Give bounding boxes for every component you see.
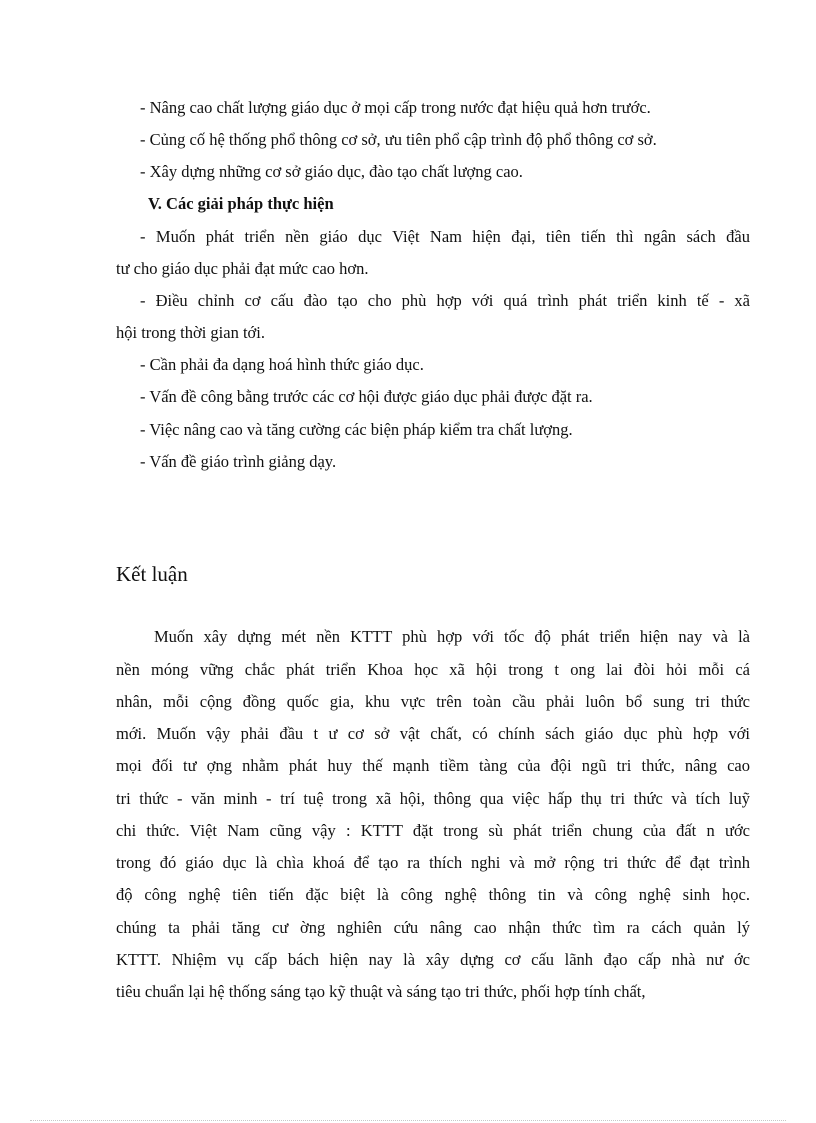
solution-item-line: - Vấn đề giáo trình giảng dạy. — [140, 452, 337, 471]
conclusion-line: trong đó giáo dục là chìa khoá để tạo ra thích nghi và mở rộng tri thức để đạt trình — [116, 853, 750, 872]
conclusion-line: Muốn xây dựng mét nền KTTT phù hợp với tốc độ phát triển hiện nay và là — [154, 627, 750, 646]
goal-item: - Xây dựng những cơ sở giáo dục, đào tạo chất lượng cao. — [140, 162, 523, 181]
page-bottom-rule — [30, 1120, 786, 1121]
solution-item-line: - Điều chỉnh cơ cấu đào tạo cho phù hợp với quá trình phát triển kinh tế - xã — [140, 291, 750, 310]
conclusion-title: Kết luận — [116, 562, 188, 586]
conclusion-line: nền móng vững chắc phát triển Khoa học xã hội trong t ong lai đòi hỏi mỗi cá — [116, 660, 750, 679]
conclusion-line: tri thức - văn minh - trí tuệ trong xã hội, thông qua việc hấp thụ tri thức và tích luỹ — [116, 789, 750, 808]
section-heading: V. Các giải pháp thực hiện — [148, 194, 334, 213]
solution-item-continuation: tư cho giáo dục phải đạt mức cao hơn. — [116, 259, 369, 278]
solution-item-line: - Vấn đề công bằng trước các cơ hội được giáo dục phải được đặt ra. — [140, 387, 593, 406]
conclusion-line: tiêu chuẩn lại hệ thống sáng tạo kỹ thuật và sáng tạo tri thức, phối hợp tính chất, — [116, 982, 646, 1001]
conclusion-line: nhân, mỗi cộng đồng quốc gia, khu vực trên toàn cầu phải luôn bổ sung tri thức — [116, 692, 750, 711]
conclusion-line: KTTT. Nhiệm vụ cấp bách hiện nay là xây dựng cơ cấu lãnh đạo cấp nhà nư ớc — [116, 950, 750, 969]
conclusion-line: mới. Muốn vậy phải đầu t ư cơ sở vật chất, có chính sách giáo dục phù hợp với — [116, 724, 750, 743]
solution-item-line: - Muốn phát triển nền giáo dục Việt Nam hiện đại, tiên tiến thì ngân sách đầu — [140, 227, 750, 246]
solution-item-line: - Cần phải đa dạng hoá hình thức giáo dục. — [140, 355, 424, 374]
goal-item: - Nâng cao chất lượng giáo dục ở mọi cấp trong nước đạt hiệu quả hơn trước. — [140, 98, 651, 117]
solution-item-line: - Việc nâng cao và tăng cường các biện pháp kiểm tra chất lượng. — [140, 420, 573, 439]
conclusion-line: độ công nghệ tiên tiến đặc biệt là công nghệ thông tin và công nghệ sinh học. — [116, 885, 750, 904]
conclusion-line: mọi đối tư ợng nhằm phát huy thế mạnh tiềm tàng của đội ngũ tri thức, nâng cao — [116, 756, 750, 775]
conclusion-line: chi thức. Việt Nam cũng vậy : KTTT đặt trong sù phát triển chung của đất n ước — [116, 821, 750, 840]
goal-item: - Củng cố hệ thống phổ thông cơ sở, ưu tiên phổ cập trình độ phổ thông cơ sở. — [140, 130, 657, 149]
solution-item-continuation: hội trong thời gian tới. — [116, 323, 265, 342]
conclusion-line: chúng ta phải tăng cư ờng nghiên cứu nâng cao nhận thức tìm ra cách quản lý — [116, 918, 750, 937]
